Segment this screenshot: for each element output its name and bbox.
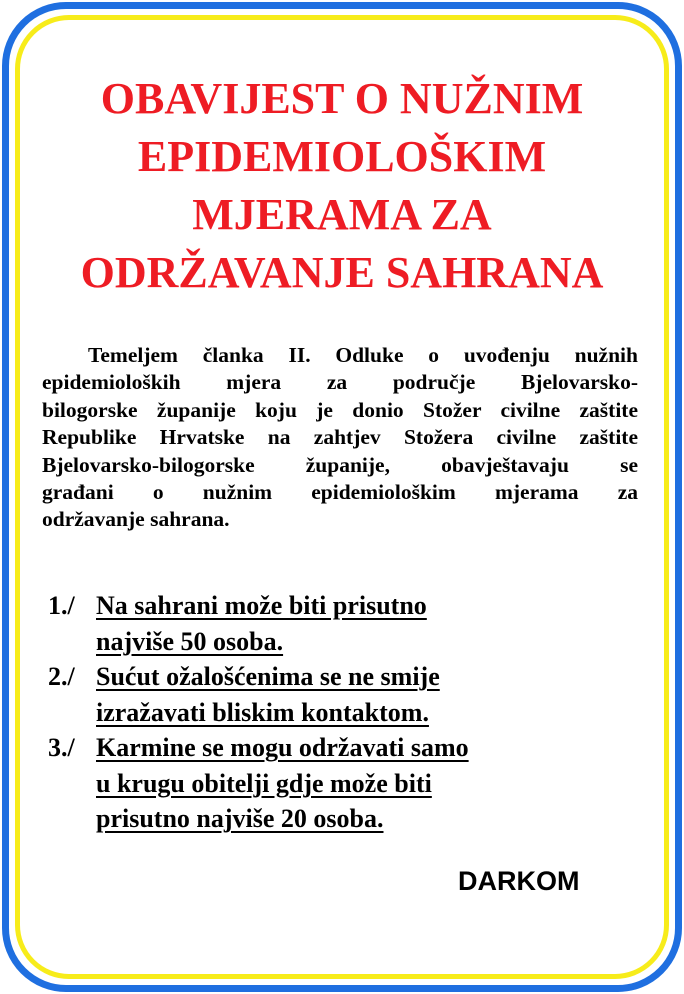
intro-paragraph <box>42 342 638 534</box>
measure-text <box>96 588 427 659</box>
measure-line: najviše 50 osoba. <box>96 626 284 656</box>
measure-line: prisutno najviše 20 osoba. <box>96 804 384 833</box>
title-line: MJERAMA ZA <box>192 190 492 239</box>
measure-item <box>48 730 469 837</box>
measure-text <box>96 659 440 730</box>
measure-line: Sućut ožalošćenima se ne smije <box>96 662 440 691</box>
measure-line: Na sahrani može biti prisutno <box>96 591 427 620</box>
measure-line: izražavati bliskim kontaktom. <box>96 697 429 727</box>
measure-number: 2./ <box>48 662 75 691</box>
company-name: DARKOM <box>458 866 580 896</box>
intro-line: epidemioloških mjera za područje Bjelovarsko- <box>42 370 638 395</box>
intro-line: Republike Hrvatske na zahtjev Stožera civilne zaštite <box>42 425 638 450</box>
measure-item <box>48 588 469 659</box>
measure-item <box>48 659 469 730</box>
measures-list <box>48 588 469 837</box>
intro-line: građani o nužnim epidemiološkim mjerama za <box>42 480 638 505</box>
intro-line: održavanje sahrana. <box>42 507 230 532</box>
measure-text <box>96 730 469 837</box>
measure-number: 3./ <box>48 733 75 762</box>
title-line: ODRŽAVANJE SAHRANA <box>80 248 604 297</box>
intro-line: Temeljem članka II. Odluke o uvođenju nužnih <box>88 343 638 367</box>
measure-number: 1./ <box>48 591 75 620</box>
intro-line: Bjelovarsko-bilogorske županije, obavještavaju se <box>42 452 638 477</box>
measure-line: Karmine se mogu održavati samo <box>96 733 469 762</box>
notice-title <box>30 70 654 302</box>
measure-line: u krugu obitelji gdje može biti <box>96 768 432 798</box>
intro-line: bilogorske županije koju je donio Stožer civilne zaštite <box>42 397 638 422</box>
title-line: EPIDEMIOLOŠKIM <box>137 132 547 181</box>
title-line: OBAVIJEST O NUŽNIM <box>100 74 584 123</box>
